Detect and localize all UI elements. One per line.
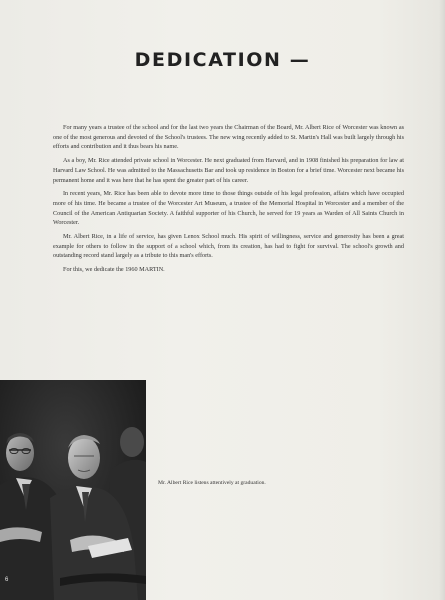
paragraph-3: In recent years, Mr. Rice has been able to devote more time to those things outside of his legal profession, affairs which have occupied more of his time. He became a trustee of the Worcester Art Museum, a trustee of the Memorial Hospital in Worcester and a member of the Council of the American Antiquarian Society. A faithful supporter of his Church, he served for 19 years as Warden of All Saints Church in Worcester.	[53, 190, 404, 227]
page-edge-shadow	[439, 0, 445, 600]
dedication-text	[53, 123, 404, 279]
photo-illustration	[0, 380, 146, 600]
paragraph-1: For many years a trustee of the school and for the last two years the Chairman of the Board, Mr. Albert Rice of Worcester was known as one of the most generous and devoted of the School's trustees. The new wing recently added to St. Martin's Hall was built largely through his efforts and contribution and it thus bears his name.	[53, 124, 404, 151]
paragraph-4: Mr. Albert Rice, in a life of service, has given Lenox School much. His spirit of willingness, service and generosity has been a great example for others to follow in the support of a school which, from its creation, has had to fight for survival. The school's growth and outstanding record stand largely as a tribute to this man's efforts.	[53, 233, 404, 260]
photo-caption: Mr. Albert Rice listens attentively at graduation.	[158, 480, 266, 486]
page-title: DEDICATION —	[134, 49, 311, 71]
paragraph-5: For this, we dedicate the 1960 MARTIN.	[63, 266, 165, 274]
graduation-photo	[0, 380, 146, 600]
paragraph-2: As a boy, Mr. Rice attended private school in Worcester. He next graduated from Harvard, and in 1908 finished his preparation for law at Harvard Law School. He was admitted to the Massachusetts Bar and took up residence in Boston for a brief time. Worcester next became his permanent home and it was here that he has spent the greater part of his career.	[53, 157, 404, 184]
page-number: 6	[5, 577, 9, 583]
